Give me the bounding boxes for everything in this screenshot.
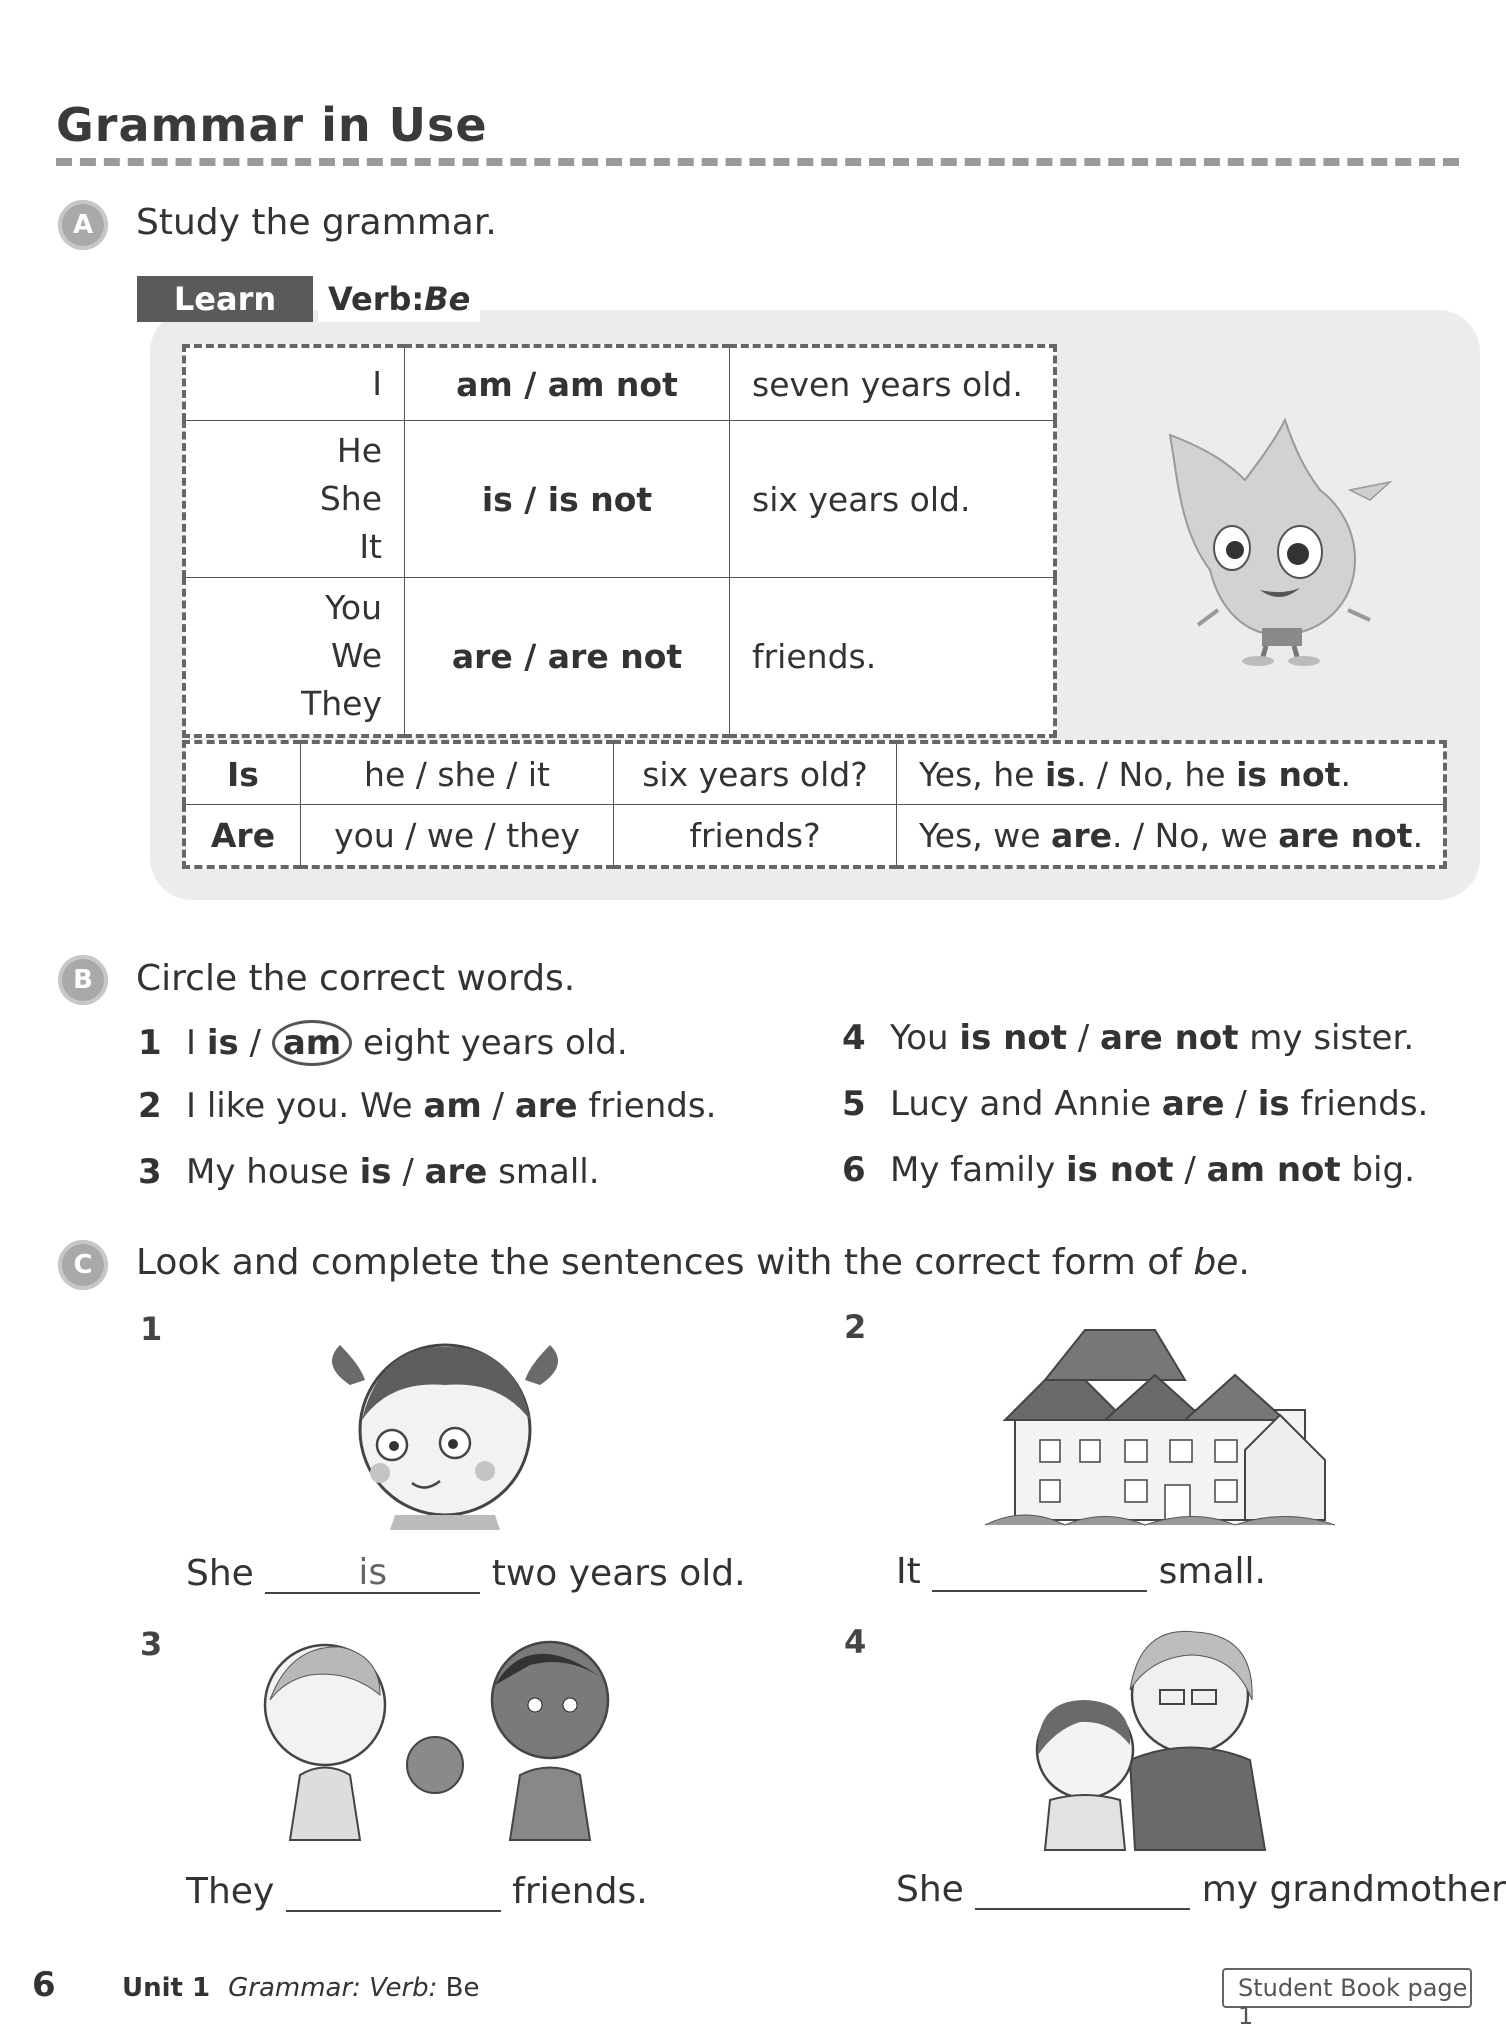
table-row <box>184 742 1445 805</box>
section-b-heading: Circle the correct words. <box>136 958 576 999</box>
exercise-b-item: 1 I is / am eight years old. <box>138 1020 628 1066</box>
house-illustration <box>985 1320 1335 1530</box>
option-2[interactable]: is <box>1257 1084 1290 1124</box>
exercise-b-item: 3 My house is / are small. <box>138 1152 600 1192</box>
answer-cell: Yes, we are. / No, we are not. <box>897 805 1446 868</box>
exercise-b-item: 4 You is not / are not my sister. <box>842 1018 1415 1058</box>
questions-table <box>182 740 1447 869</box>
verb-cell: am / am not <box>405 346 730 421</box>
table-row <box>184 346 1055 421</box>
exercise-b-item: 6 My family is not / am not big. <box>842 1150 1415 1190</box>
page-number: 6 <box>32 1965 56 2005</box>
question-word-cell: Is <box>184 742 301 805</box>
option-2[interactable]: are <box>514 1086 578 1126</box>
item-number: 3 <box>140 1625 163 1663</box>
option-1[interactable]: are <box>1161 1084 1225 1124</box>
item-number: 1 <box>140 1310 163 1348</box>
option-1[interactable]: am <box>423 1086 482 1126</box>
section-c-heading: Look and complete the sentences with the correct form of be. <box>136 1242 1250 1283</box>
option-2[interactable]: are not <box>1100 1018 1239 1058</box>
girl-and-grandmother-illustration <box>1020 1620 1290 1850</box>
option-1[interactable]: is <box>206 1023 239 1063</box>
section-b-badge: B <box>58 955 108 1005</box>
table-row <box>184 578 1055 737</box>
exercise-b-item: 2 I like you. We am / are friends. <box>138 1086 717 1126</box>
option-1[interactable]: is not <box>1066 1150 1174 1190</box>
item-number: 4 <box>844 1623 867 1661</box>
subject-cell: You We They <box>184 578 405 737</box>
answer-blank[interactable] <box>286 1870 501 1912</box>
complement-cell: friends? <box>614 805 897 868</box>
page-title: Grammar in Use <box>56 98 488 152</box>
answer-blank[interactable] <box>975 1868 1190 1910</box>
title-divider <box>56 158 1459 166</box>
verb-be-table <box>182 344 1057 738</box>
verb-cell: are / are not <box>405 578 730 737</box>
exercise-c-sentence: It small. <box>896 1551 1266 1592</box>
verb-cell: is / is not <box>405 421 730 578</box>
exercise-c-sentence: She my grandmother <box>896 1869 1506 1910</box>
answer-cell: Yes, he is. / No, he is not. <box>897 742 1446 805</box>
children-playing-illustration <box>230 1625 650 1845</box>
subject-cell: he / she / it <box>301 742 614 805</box>
student-book-reference: Student Book page 1 <box>1222 1968 1472 2008</box>
subject-cell: I <box>184 346 405 421</box>
learn-tag: Learn <box>137 276 313 322</box>
girl-illustration <box>320 1325 570 1530</box>
option-1[interactable]: is not <box>959 1018 1067 1058</box>
item-number: 2 <box>844 1308 867 1346</box>
complement-cell: seven years old. <box>730 346 1056 421</box>
footer-unit-label: Unit 1 Grammar: Verb: Be <box>122 1973 480 2003</box>
subject-cell: you / we / they <box>301 805 614 868</box>
mascot-illustration <box>1170 420 1400 665</box>
answer-blank[interactable]: is <box>265 1552 480 1594</box>
section-a-badge: A <box>58 200 108 250</box>
option-1[interactable]: is <box>359 1152 392 1192</box>
exercise-c-sentence: They friends. <box>186 1871 648 1912</box>
complement-cell: friends. <box>730 578 1056 737</box>
exercise-c-sentence: She is two years old. <box>186 1552 746 1594</box>
section-c-badge: C <box>58 1240 108 1290</box>
complement-cell: six years old. <box>730 421 1056 578</box>
table-row <box>184 421 1055 578</box>
learn-title: Verb:Be <box>318 276 480 322</box>
question-word-cell: Are <box>184 805 301 868</box>
subject-cell: He She It <box>184 421 405 578</box>
complement-cell: six years old? <box>614 742 897 805</box>
option-2[interactable]: am not <box>1206 1150 1341 1190</box>
circled-answer[interactable]: am <box>272 1020 352 1066</box>
table-row <box>184 805 1445 868</box>
answer-blank[interactable] <box>932 1550 1147 1592</box>
option-2[interactable]: are <box>424 1152 488 1192</box>
section-a-heading: Study the grammar. <box>136 202 497 243</box>
exercise-b-item: 5 Lucy and Annie are / is friends. <box>842 1084 1429 1124</box>
